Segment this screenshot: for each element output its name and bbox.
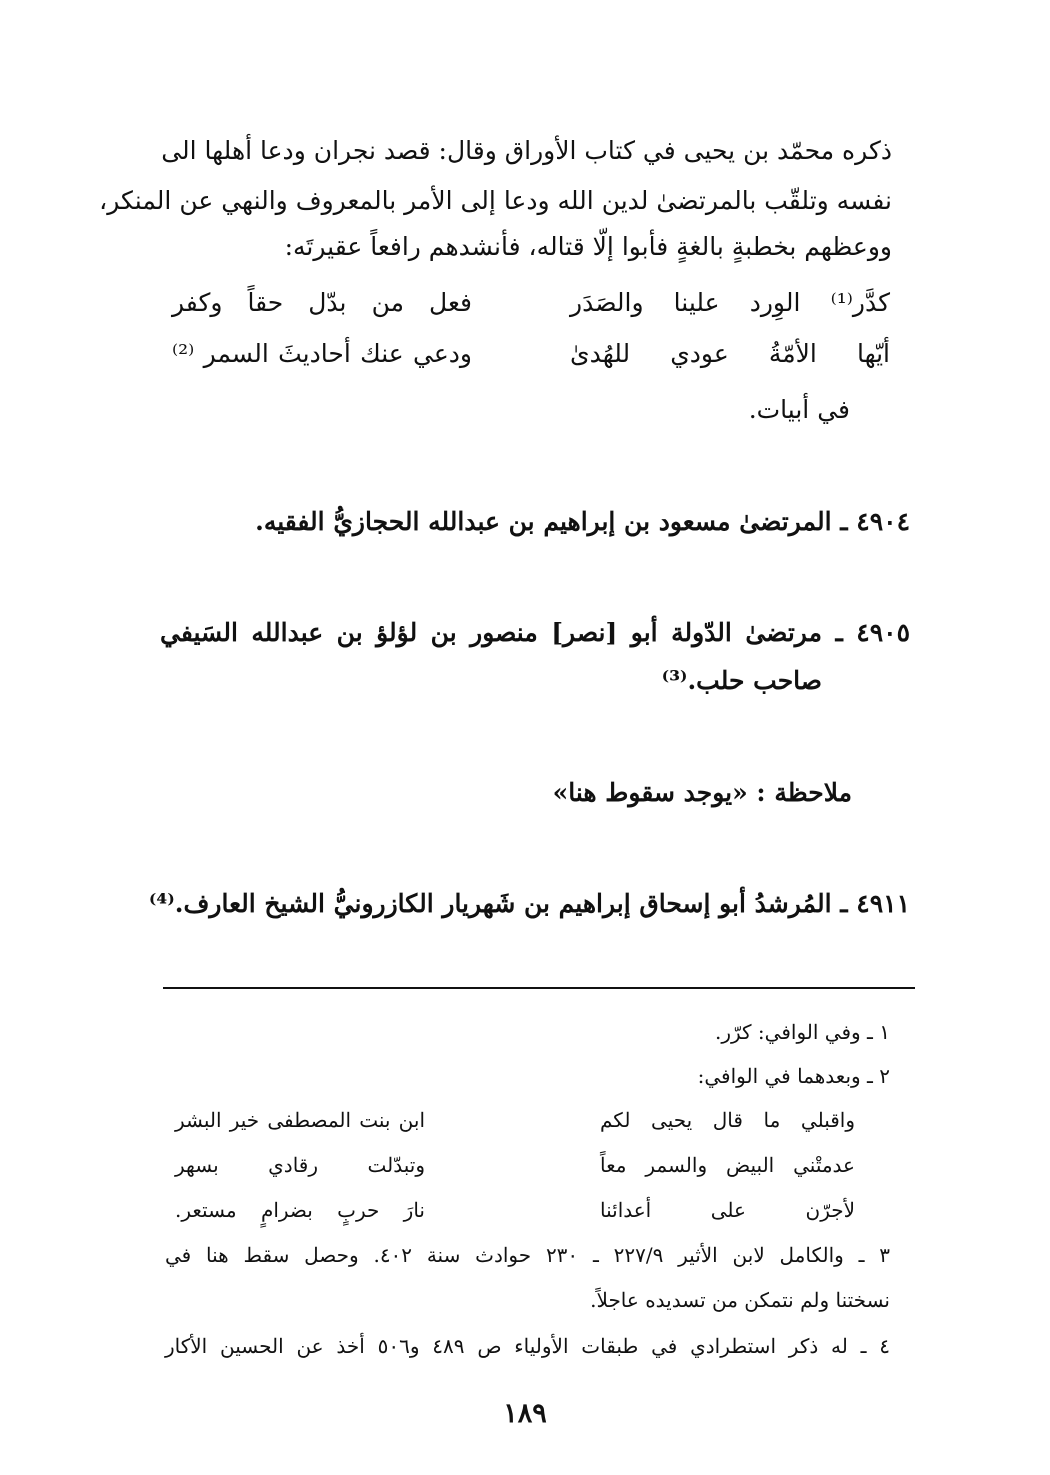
footnote-2: ٢ ـ وبعدهما في الوافي: bbox=[697, 1064, 890, 1088]
paragraph-line-2: نفسه وتلقّب بالمرتضىٰ لدين الله ودعا إلى الأمر بالمعروف والنهي عن المنكر، bbox=[99, 186, 892, 215]
footnote-divider bbox=[163, 987, 915, 989]
footnote-2-verse-1 bbox=[175, 1108, 855, 1138]
poem-verse-2-first-hemistich: أيّها الأمّةُ عودي للهُدىٰ bbox=[570, 339, 890, 368]
poem-verse-1-first-hemistich: كدَّر⁽¹⁾ الوِرد علينا والصَدَر bbox=[570, 288, 890, 317]
footnote-2-verse-2-second: وتبدّلت رقادي بسهر bbox=[175, 1153, 425, 1177]
entry-4904: ٤٩٠٤ ـ المرتضىٰ مسعود بن إبراهيم بن عبدالله الحجازيُّ الفقيه. bbox=[255, 507, 910, 536]
footnote-2-verse-3-second: نارَ حربٍ بضرامٍ مستعر. bbox=[175, 1198, 425, 1222]
footnote-3-line-1: ٣ ـ والكامل لابن الأثير ٢٢٧/٩ ـ ٢٣٠ حوادث سنة ٤٠٢. وحصل سقط هنا في bbox=[165, 1243, 891, 1267]
footnote-4: ٤ ـ له ذكر استطرادي في طبقات الأولياء ص ٤٨٩ و٥٠٦ أخذ عن الحسين الأكار bbox=[165, 1334, 891, 1358]
poem-verse-2-second-hemistich: ودعي عنك أحاديثَ السمر ⁽²⁾ bbox=[172, 339, 472, 368]
footnote-2-verse-2 bbox=[175, 1153, 855, 1183]
entry-4905-line-1: ٤٩٠٥ ـ مرتضىٰ الدّولة أبو [نصر] منصور بن لؤلؤ بن عبدالله السَيفي bbox=[160, 618, 910, 647]
paragraph-line-1: ذكره محمّد بن يحيى في كتاب الأوراق وقال: قصد نجران ودعا أهلها الى bbox=[161, 136, 892, 165]
paragraph-line-3: ووعظهم بخطبةٍ بالغةٍ فأبوا إلّا قتاله، فأنشدهم رافعاً عقيرتَه: bbox=[284, 232, 892, 261]
footnote-2-verse-3 bbox=[175, 1198, 855, 1228]
page-number: ١٨٩ bbox=[503, 1398, 547, 1429]
footnote-2-verse-3-first: لأجرّن على أعدائنا bbox=[600, 1198, 855, 1222]
footnote-3-line-2: نسختنا ولم نتمكن من تسديده عاجلاً. bbox=[590, 1288, 890, 1312]
note-missing-text: ملاحظة : «يوجد سقوط هنا» bbox=[552, 778, 852, 807]
entry-4905-line-2: صاحب حلب.⁽³⁾ bbox=[661, 666, 822, 695]
after-poem-text: في أبيات. bbox=[748, 395, 850, 424]
footnote-2-verse-1-second: ابن بنت المصطفى خير البشر bbox=[175, 1108, 425, 1132]
footnote-2-verse-2-first: عدمتْني البيض والسمر معاً bbox=[600, 1153, 855, 1177]
poem-verse-1 bbox=[172, 290, 890, 324]
poem-verse-1-second-hemistich: فعل من بدّل حقاً وكفر bbox=[172, 288, 472, 317]
footnote-2-verse-1-first: واقبلي ما قال يحيى لكم bbox=[600, 1108, 855, 1132]
entry-4911: ٤٩١١ ـ المُرشدُ أبو إسحاق إبراهيم بن شَهريار الكازرونيُّ الشيخ العارف.⁽⁴⁾ bbox=[148, 889, 910, 918]
footnote-1: ١ ـ وفي الوافي: كرّر. bbox=[714, 1020, 890, 1044]
poem-verse-2 bbox=[172, 341, 890, 375]
